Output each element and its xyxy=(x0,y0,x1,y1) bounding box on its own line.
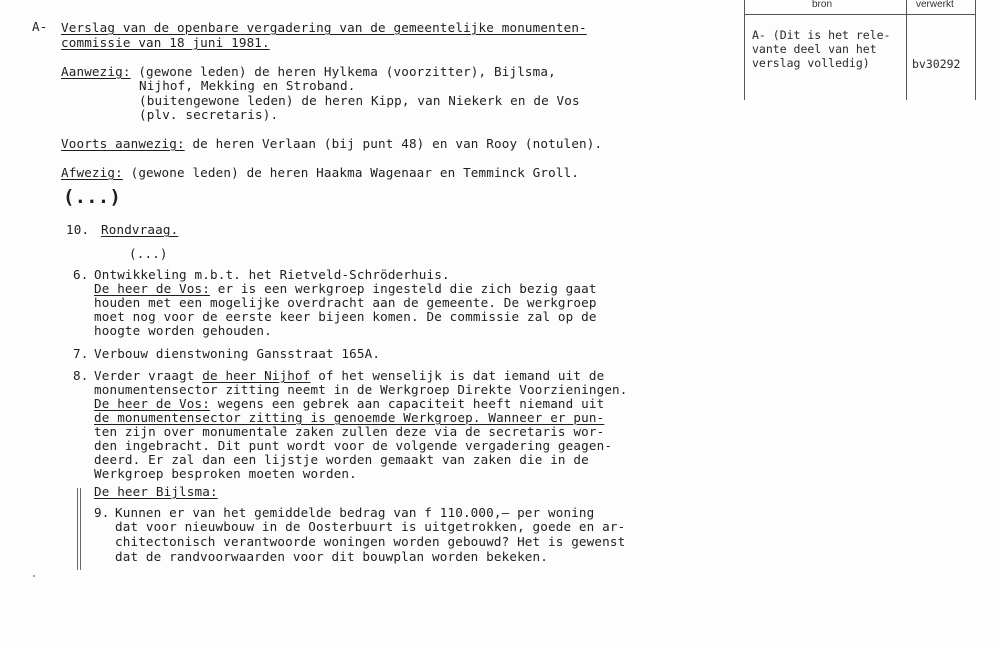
afwezig-line xyxy=(61,165,579,180)
item-8-line-1 xyxy=(94,368,604,383)
item-6-text-1: er is een werkgroep ingesteld die zich bezig gaat xyxy=(209,281,597,296)
item-9-line-3: chitectonisch verantwoorde woningen worden gebouwd? Het is gewenst xyxy=(115,534,626,549)
aanwezig-text: (gewone leden) de heren Hylkema (voorzitter), Bijlsma, xyxy=(130,64,556,79)
item-8-line-7: deerd. Er zal dan een lijstje worden gemaakt van zaken die in de xyxy=(94,452,589,467)
item-8-line-6: den ingebracht. Dit punt wordt voor de volgende vergadering geagen- xyxy=(94,438,613,453)
item-9-line-2: dat voor nieuwbouw in de Oosterbuurt is uitgetrokken, goede en ar- xyxy=(115,519,626,534)
aanwezig-line-2: Nijhof, Mekking en Stroband. xyxy=(139,78,356,93)
item-8-speaker-bijlsma: De heer Bijlsma: xyxy=(94,484,218,499)
item-6-line-2: houden met een mogelijke overdracht aan de gemeente. De werkgroep xyxy=(94,295,597,310)
item-8-line-3 xyxy=(94,396,604,411)
item-8-text-1b: of het wenselijk is dat iemand uit de xyxy=(310,368,605,383)
voorts-aanwezig-text: de heren Verlaan (bij punt 48) en van Rooy (notulen). xyxy=(184,136,603,151)
item-8-text-1a: Verder vraagt xyxy=(94,368,203,383)
table-right-border xyxy=(975,0,976,100)
item-8-line-5: ten zijn over monumentale zaken zullen deze via de secretaris wor- xyxy=(94,424,605,439)
ellipsis-small: (...) xyxy=(129,246,168,261)
item-8-text-3: wegens een gebrek aan capaciteit heeft niemand uit xyxy=(209,396,605,411)
item-6-number: 6. xyxy=(73,267,89,282)
item-9-number: 9. xyxy=(94,505,110,520)
source-note-line-2: vante deel van het xyxy=(752,42,877,56)
item-6-line-4: hoogte worden gehouden. xyxy=(94,323,272,338)
item-9-line-1: Kunnen er van het gemiddelde bedrag van f 110.000,— per woning xyxy=(115,505,595,520)
margin-bar-outer xyxy=(77,488,78,570)
document-title-line-1: Verslag van de openbare vergadering van de gemeentelijke monumenten- xyxy=(61,20,587,35)
table-left-border xyxy=(744,0,745,100)
document-title-line-2: commissie van 18 juni 1981. xyxy=(61,35,270,50)
aanwezig-label: Aanwezig: xyxy=(61,64,131,79)
item-6-line-1 xyxy=(94,281,597,296)
item-8-speaker-vos: De heer de Vos: xyxy=(94,396,210,411)
item-7-number: 7. xyxy=(73,346,89,361)
item-6-title: Ontwikkeling m.b.t. het Rietveld-Schröderhuis. xyxy=(94,267,450,282)
section-marker: A- xyxy=(32,19,48,34)
item-8-line-2: monumentensector zitting neemt in de Werkgroep Direkte Voorzieningen. xyxy=(94,382,628,397)
header-verwerkt: verwerkt xyxy=(916,0,954,10)
item-6-speaker: De heer de Vos: xyxy=(94,281,210,296)
item-9-line-4: dat de randvoorwaarden voor dit bouwplan worden bekeken. xyxy=(115,549,548,564)
afwezig-label: Afwezig: xyxy=(61,165,123,180)
voorts-aanwezig-label: Voorts aanwezig: xyxy=(61,136,185,151)
table-header-line xyxy=(744,14,976,15)
scan-speck xyxy=(33,575,35,577)
source-note-line-1: A- (Dit is het rele- xyxy=(752,28,891,42)
source-note-line-3: verslag volledig) xyxy=(752,56,870,70)
margin-bar-inner xyxy=(80,488,81,570)
aanwezig-line-4: (plv. secretaris). xyxy=(139,107,279,122)
item-8-speaker-nijhof: de heer Nijhof xyxy=(202,368,311,383)
item-10-title: Rondvraag. xyxy=(101,222,179,237)
aanwezig-line-1 xyxy=(61,64,556,79)
aanwezig-line-3: (buitengewone leden) de heren Kipp, van Niekerk en de Vos xyxy=(139,93,580,108)
afwezig-text: (gewone leden) de heren Haakma Wagenaar en Temminck Groll. xyxy=(122,165,580,180)
voorts-aanwezig-line xyxy=(61,136,602,151)
item-8-line-8: Werkgroep besproken moeten worden. xyxy=(94,466,357,481)
ellipsis-large: (...) xyxy=(63,186,121,208)
header-bron: bron xyxy=(812,0,833,10)
item-10-number: 10. xyxy=(66,222,90,237)
table-divider xyxy=(906,0,907,100)
item-8-number: 8. xyxy=(73,368,89,383)
source-table xyxy=(744,0,976,100)
item-6-line-3: moet nog voor de eerste keer bijeen komen. De commissie zal op de xyxy=(94,309,597,324)
item-7-title: Verbouw dienstwoning Gansstraat 165A. xyxy=(94,346,381,361)
item-8-line-4: de monumentensector zitting is genoemde Werkgroep. Wanneer er pun- xyxy=(94,410,605,425)
source-code: bv30292 xyxy=(912,57,961,71)
